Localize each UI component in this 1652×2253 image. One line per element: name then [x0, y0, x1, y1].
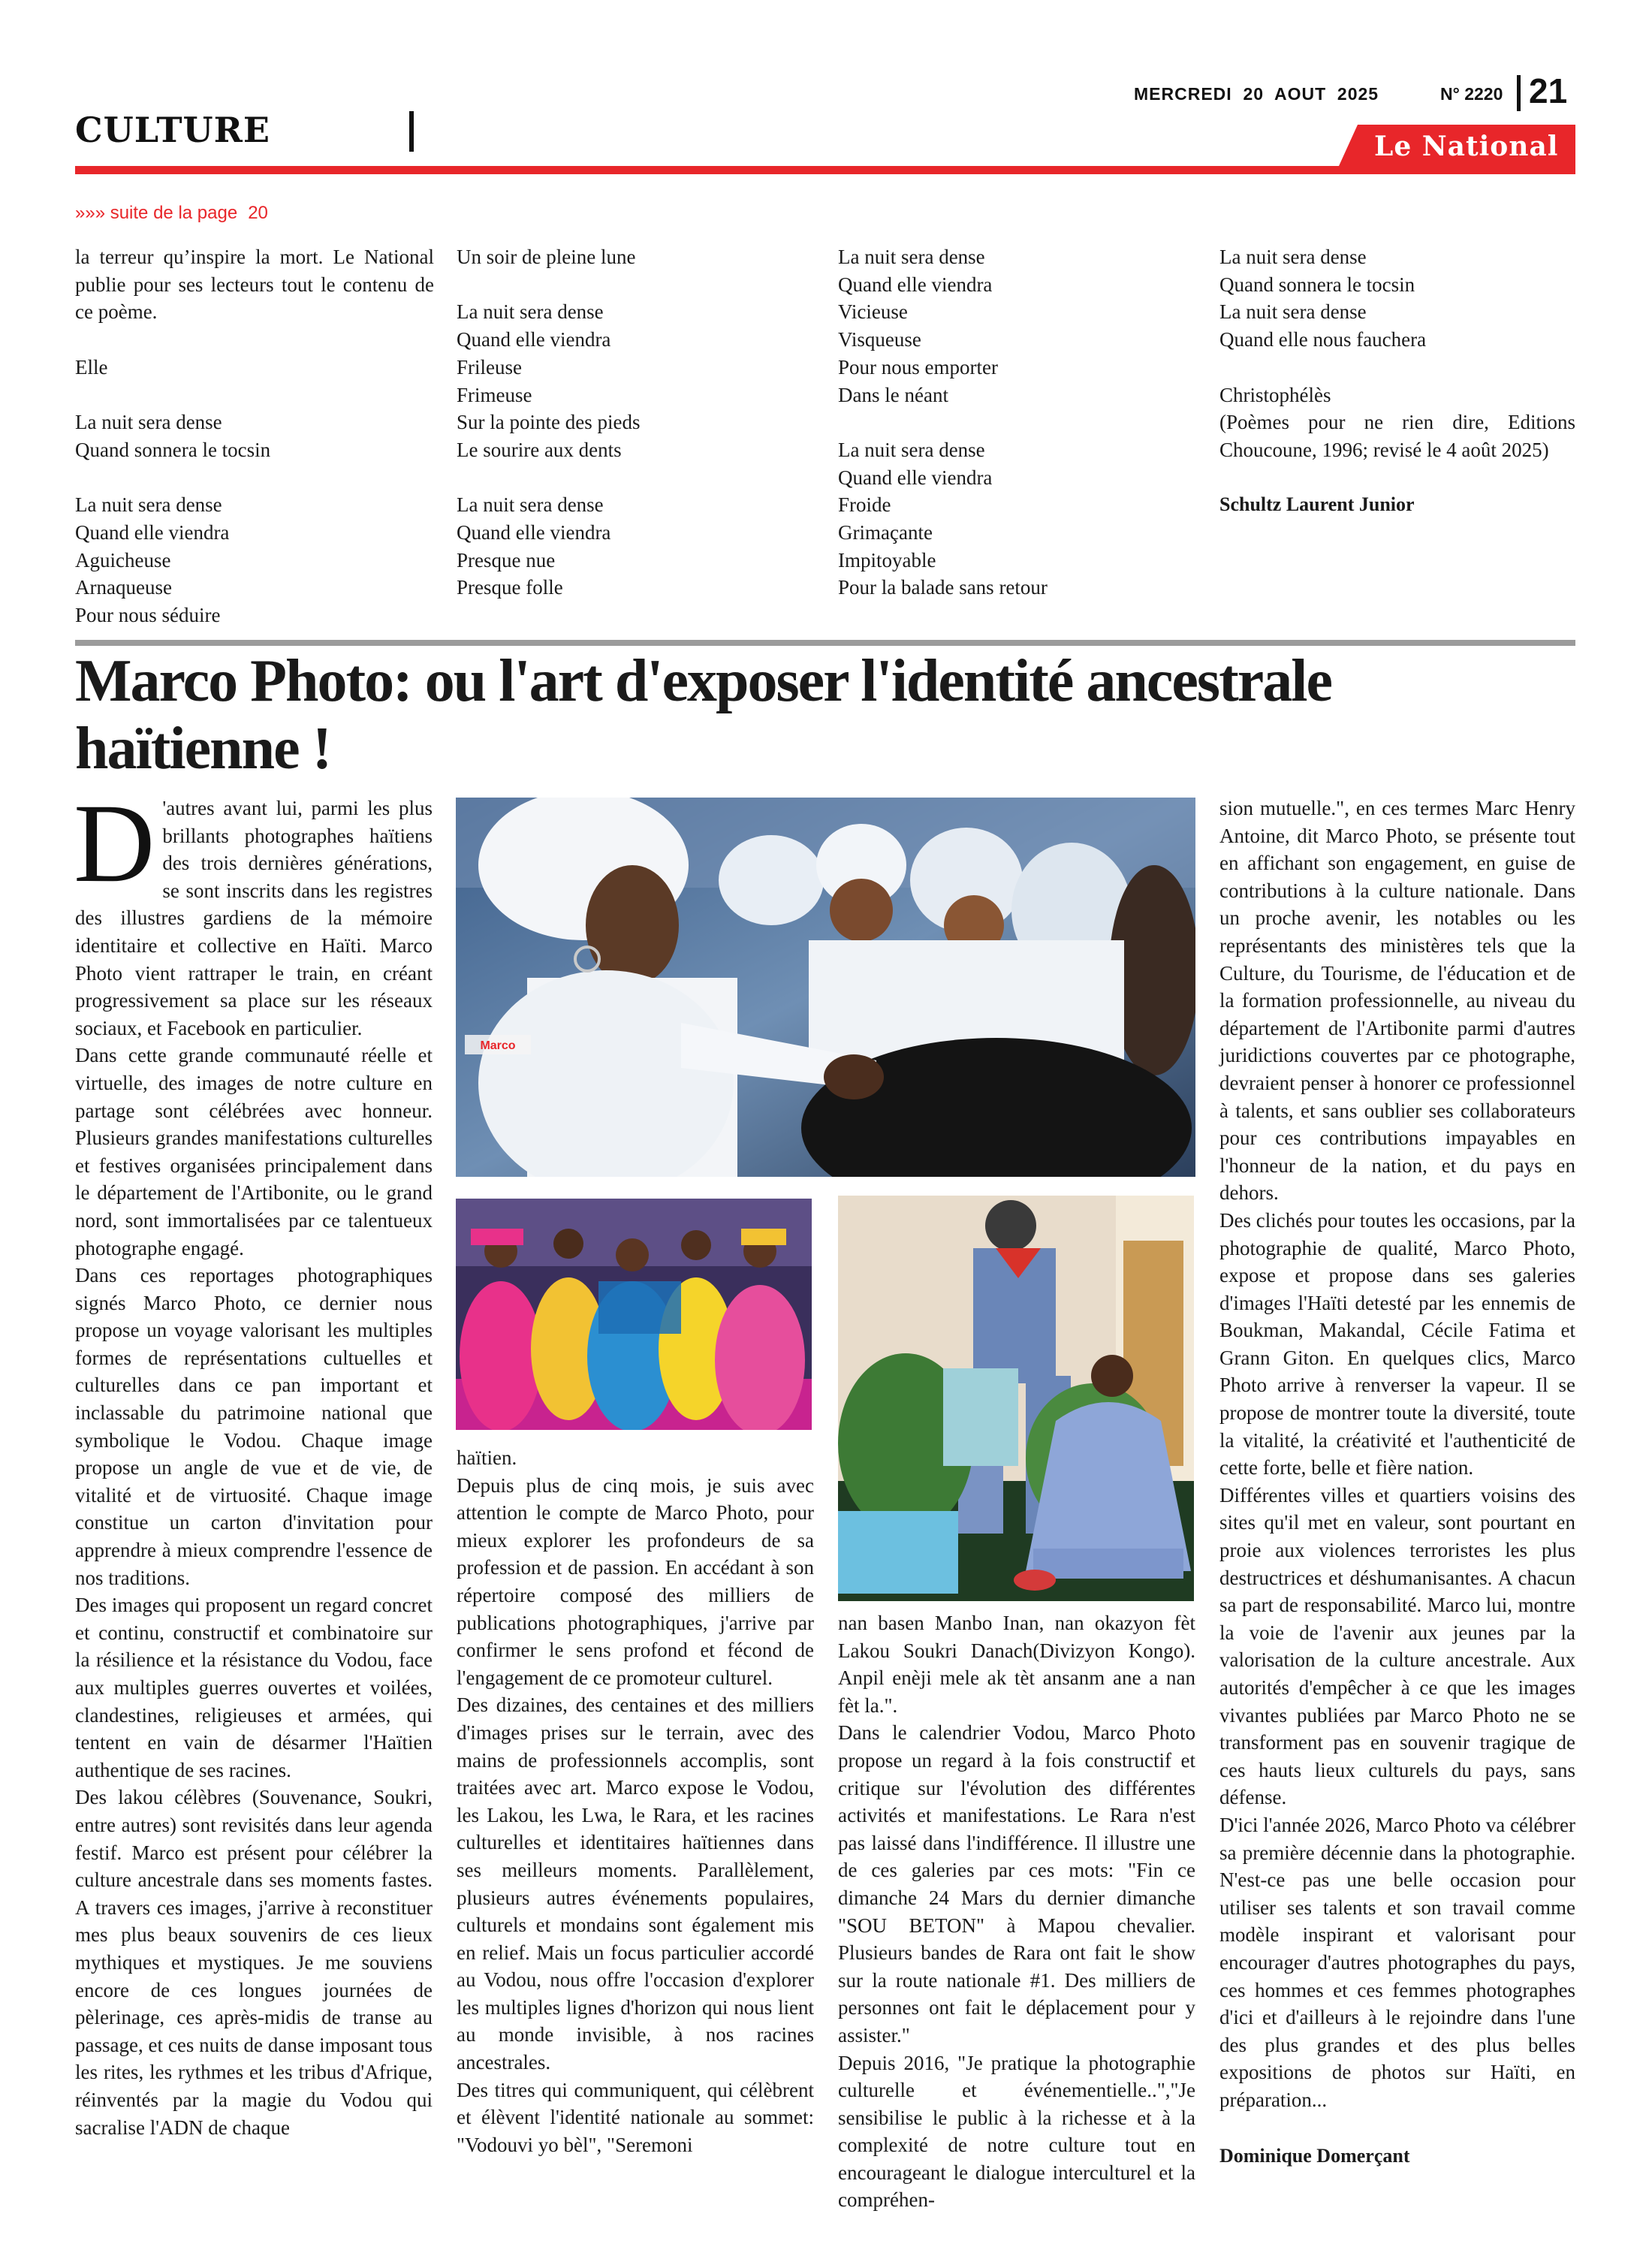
poem-line: Frileuse [457, 355, 522, 379]
paragraph: nan basen Manbo Inan, nan okazyon fèt Lakou Soukri Danach(Divizyon Kongo). Anpil enèji mele ak tèt ansanm ane a nan fèt la.". [838, 1612, 1195, 1717]
article-column-3 [838, 1609, 1195, 2214]
poem-line: Quand elle nous fauchera [1219, 328, 1427, 351]
poem-line: Impitoyable [838, 548, 936, 572]
paragraph: Dans cette grande communauté réelle et virtuelle, des images de notre culture en partage sont célébrées avec honneur. Plusieurs grandes manifestations culturelles et festives organisées principalement dans le département de l'Artibonite, ou le grand nord, sont immortalisées par ce talentueux photographe engagé. [75, 1044, 433, 1259]
paragraph: Des dizaines, des centaines et des milliers d'images prises sur le terrain, avec des mains de professionnels accomplis, sont traitées avec art. Marco expose le Vodou, les Lakou, les Lwa, le Rara, et les racines culturelles et identitaires haïtiennes dans ses meilleurs moments. Parallèlement, plusieurs autres événements populaires, culturels et mondains sont également mis en relief. Mais un focus particulier accordé au Vodou, nous offre l'occasion d'explorer les multiples lignes d'horizon qui nous lient au monde invisible, à nos racines ancestrales. [457, 1694, 814, 2074]
page-number: 21 [1529, 71, 1568, 110]
photo-watermark: Marco [480, 1039, 516, 1052]
article-headline: Marco Photo: ou l'art d'exposer l'identité ancestrale haïtienne ! [75, 648, 1331, 782]
vodou-altar-photo [838, 1196, 1194, 1601]
paragraph: Dans ces reportages photographiques signés Marco Photo, ce dernier nous propose un voyage valorisant les multiples formes de représentations cultuelles et culturelles dans ce pan important et inclassable du patrimoine national que symbolique le Vodou. Chaque image propose un angle de vue et de vie, de vitalité et de virtuosité. Chaque image constitue un carton d'invitation pour apprendre à mieux comprendre l'essence de nos traditions. [75, 1264, 433, 1589]
paragraph: Des clichés pour toutes les occasions, par la photographie de qualité, Marco Photo, expose et propose dans ses galeries d'images l'Haïti detesté par les ennemis de Boukman, Makandal, Cécile Fatima et Grann Giton. En quelques clics, Marco Photo arrive à renverser la vapeur. Il se propose de montrer toute la diversité, toute la vitalité, la créativité et l'authenticité de cette forte, belle et fière nation. [1219, 1208, 1575, 1479]
poem-line: Quand elle viendra [457, 328, 611, 351]
continued-page: 20 [248, 203, 268, 223]
poem-line: Quand sonnera le tocsin [1219, 273, 1415, 296]
poem-line: Quand sonnera le tocsin [75, 438, 271, 461]
poem-line: Pour la balade sans retour [838, 576, 1048, 599]
brand-name: Le National [1374, 131, 1559, 162]
paragraph: D'ici l'année 2026, Marco Photo va célébrer sa première décennie dans la photographie. N'est-ce pas une belle occasion pour utiliser ses talents et son travail comme modèle inspirant et valorisant pour encourager d'autres photographes du pays, ces hommes et ces femmes photographes d'ici et d'ailleurs à le rejoindre dans l'une des plus grandes et des plus belles expositions de photos sur Haïti, en préparation... [1219, 1813, 1575, 2111]
poem-line: Froide [838, 493, 891, 517]
poem-line: La nuit sera dense [457, 493, 604, 517]
poem-line: Frimeuse [457, 383, 532, 406]
poem-line: Le sourire aux dents [457, 438, 622, 461]
carnival-photo-illustration [456, 1199, 812, 1430]
article-column-2 [457, 1444, 814, 2158]
poem-line: La nuit sera dense [838, 438, 985, 461]
continued-label: »»» suite de la page [75, 203, 238, 223]
poem-signature: Schultz Laurent Junior [1219, 493, 1415, 516]
poem-line: Quand elle viendra [838, 273, 993, 296]
section-divider [409, 111, 414, 152]
poem-line: La nuit sera dense [838, 246, 985, 268]
article-byline: Dominique Domerçant [1219, 2144, 1410, 2167]
carnival-photo [456, 1199, 812, 1430]
poem-line: Presque nue [457, 548, 556, 572]
poem-line: Quand elle viendra [457, 521, 611, 544]
poem-line: La nuit sera dense [457, 300, 604, 324]
paragraph: haïtien. [457, 1446, 517, 1469]
issue-number: N° 2220 [1440, 84, 1503, 104]
article-column-1 [74, 781, 433, 2141]
poem-line: Quand elle viendra [75, 520, 230, 544]
poem-line: Grimaçante [838, 521, 933, 544]
article-column-4 [1219, 795, 1575, 2170]
paragraph: Des images qui proposent un regard concret et continu, constructif et combinatoire sur la résilience et la résistance du Vodou, face aux multiples guerres ouvertes et voilées, clandestines, religieuses et armées, qui tentent en vain de désarmer l'Haïtien authentique de ses racines. [75, 1594, 433, 1781]
poem-line: Elle [75, 355, 108, 379]
dateline: MERCREDI 20 AOUT 2025 [1134, 84, 1379, 104]
ceremony-photo-illustration [456, 798, 1195, 1177]
poem-line: La nuit sera dense [75, 411, 222, 434]
paragraph: Depuis plus de cinq mois, je suis avec attention le compte de Marco Photo, pour mieux explorer les profondeurs de sa profession et de passion. En accédant à son répertoire composé des milliers de publications photographiques, j'arrive par confirmer le sens profond et fécond de l'engagement de ce promoteur culturel. [457, 1473, 814, 1689]
poem-line: Aguicheuse [75, 548, 171, 572]
poem-intro: la terreur qu’inspire la mort. Le National publie pour ses lecteurs tout le contenu de ce poème. [75, 246, 434, 324]
poem-line: Dans le néant [838, 383, 948, 406]
poem-column-4 [1219, 243, 1575, 519]
ceremony-photo [456, 798, 1195, 1177]
poem-line: Vicieuse [838, 300, 908, 324]
paragraph: Des titres qui communiquent, qui célèbrent et élèvent l'identité nationale au sommet: "Vodouvi yo bèl", "Seremoni [457, 2078, 814, 2156]
section-separator [75, 640, 1575, 646]
paragraph: Des lakou célèbres (Souvenance, Soukri, entre autres) sont revisités dans leur agenda festif. Marco est présent pour célébrer la culture ancestrale dans ses moments fastes. A travers ces images, j'arrive à reconstituer mes plus beaux souvenirs de ces lieux mythiques et mystiques. Je me souviens encore de ces longues journées de pèlerinage, ces après-midis de transe au passage, et ces nuits de danse imposant tous les rites, les rythmes et les tribus d'Afrique, réinventés par la magie du Vodou qui sacralise l'ADN de chaque [75, 1786, 433, 2139]
poem-line: La nuit sera dense [1219, 300, 1367, 324]
poem-line: Pour nous séduire [75, 604, 221, 627]
poem-line: Un soir de pleine lune [457, 246, 636, 268]
poem-line: La nuit sera dense [75, 493, 222, 517]
poem-line: Pour nous emporter [838, 355, 998, 379]
poem-line: Presque folle [457, 576, 563, 599]
poem-author: Christophélès [1219, 383, 1331, 406]
vodou-altar-photo-illustration [838, 1196, 1194, 1601]
poem-source: (Poèmes pour ne rien dire, Editions Choucoune, 1996; revisé le 4 août 2025) [1219, 411, 1575, 461]
poem-line: Arnaqueuse [75, 576, 172, 599]
poem-line: Visqueuse [838, 328, 921, 351]
continued-from [75, 203, 268, 224]
poem-line: La nuit sera dense [1219, 246, 1367, 268]
paragraph: Différentes villes et quartiers voisins des sites qu'il met en valeur, sont pourtant en proie aux violences terroristes les plus destructrices et déshumanisantes. A chacun sa part de responsabilité. Marco lui, montre la voie de l'avenir aux jeunes par la valorisation de la culture ancestrale. Aux autorités d'empêcher à ce que les images vivantes publiées par Marco Photo ne se transforment pas en souvenir tragique de ces hauts lieux culturels du pays, sans défense. [1219, 1483, 1575, 1809]
paragraph: sion mutuelle.", en ces termes Marc Henry Antoine, dit Marco Photo, se présente tout en affichant son engagement, en guise de contributions à la culture nationale. Dans un proche avenir, les notables ou les représentants des ministères tels que la Culture, du Tourisme, de l'éducation et de la formation professionnelle, au niveau du département de l'Artibonite parmi d'autres juridictions couvertes par ce photographe, devraient penser à honorer ce professionnel à talents, et sans oublier ses collaborateurs pour ces contributions impayables en l'honneur de la nation, et du pays en dehors. [1219, 797, 1575, 1205]
poem-column-1 [75, 243, 434, 629]
drop-cap: D [74, 781, 155, 906]
paragraph: Dans le calendrier Vodou, Marco Photo propose un regard à la fois constructif et critique sur l'évolution des différentes activités et manifestations. Le Rara n'est pas laissé dans l'indifférence. Il illustre une de ces galeries par ces mots: "Fin ce dimanche 24 Mars du dernier dimanche "SOU BETON" à Mapou chevalier. Plusieurs bandes de Rara ont fait le show sur la route nationale #1. Des milliers de personnes ont fait le déplacement pour y assister." [838, 1721, 1195, 2046]
poem-column-3 [838, 243, 1197, 602]
issue-divider [1517, 75, 1521, 111]
paragraph: 'autres avant lui, parmi les plus brillants photographes haïtiens des trois dernières générations, se sont inscrits dans les registres des illustres gardiens de la mémoire identitaire et collective en Haïti. Marco Photo vient rattraper le train, en créant progressivement sa place sur les réseaux sociaux, et Facebook en particulier. [75, 797, 433, 1039]
poem-line: Sur la pointe des pieds [457, 411, 641, 434]
poem-column-2 [457, 243, 815, 602]
section-title: CULTURE [75, 110, 270, 150]
paragraph: Depuis 2016, "Je pratique la photographie culturelle et événementielle..","Je sensibilise le public à la richesse et à la complexité de notre culture tout en encourageant le dialogue interculturel et la compréhen- [838, 2051, 1195, 2212]
poem-line: Quand elle viendra [838, 466, 993, 489]
